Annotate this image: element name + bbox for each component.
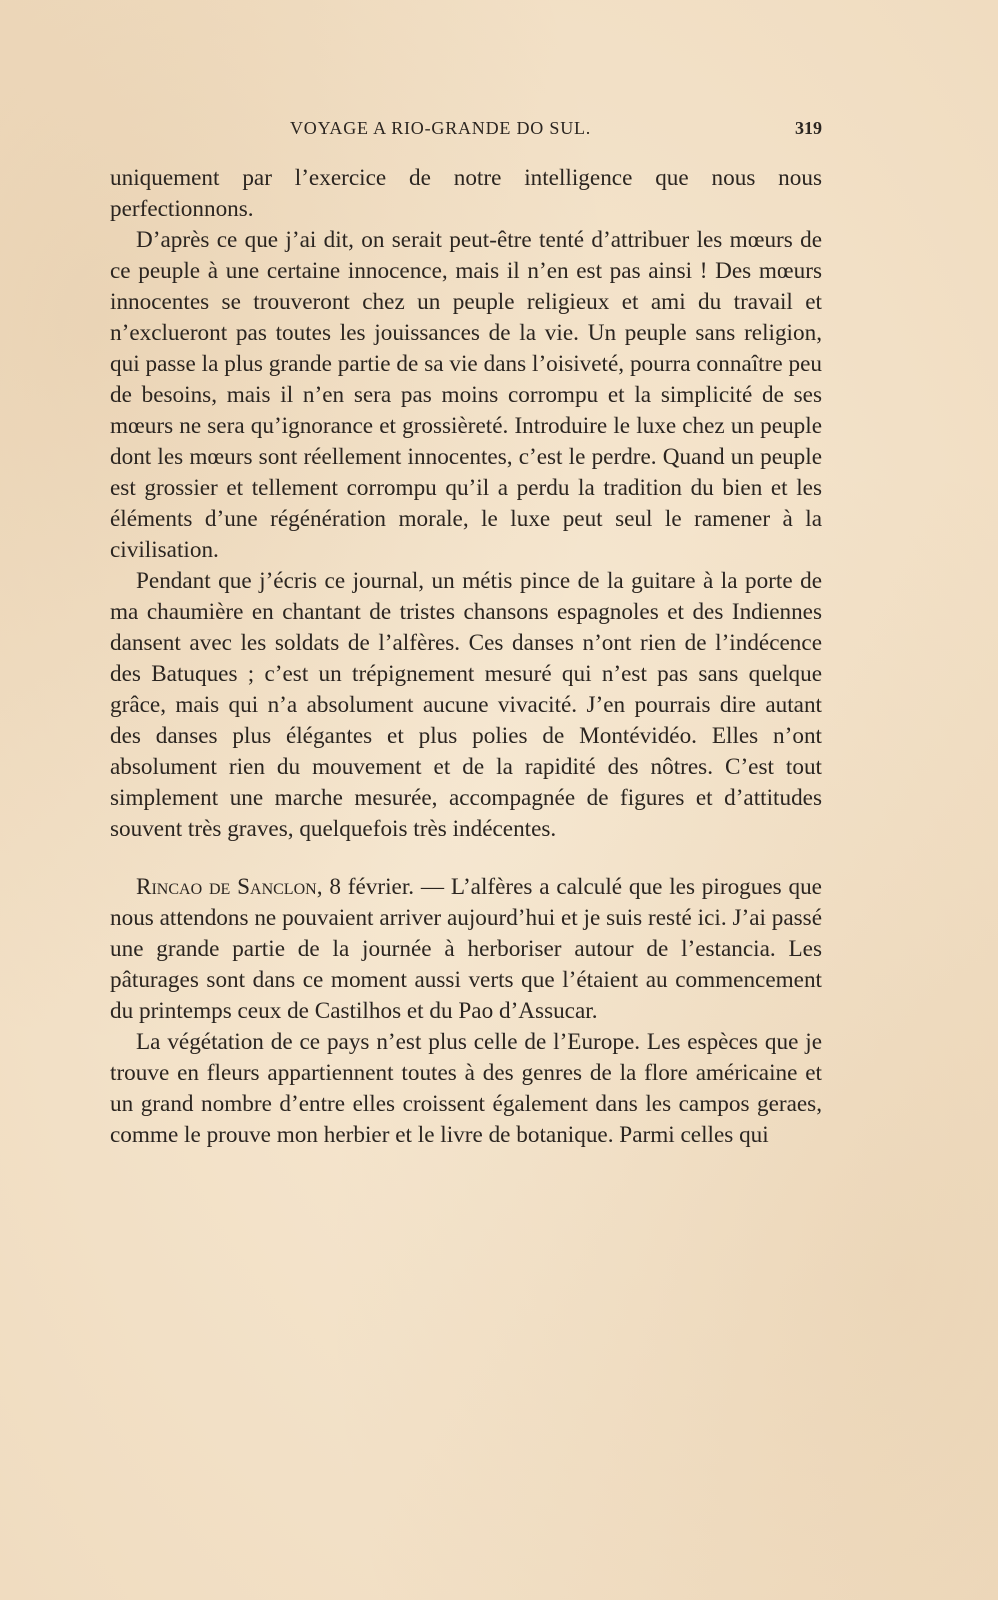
page-number: 319: [795, 118, 822, 138]
body-text: [110, 163, 822, 1151]
entry-place: Rincao de Sanclon: [136, 874, 317, 900]
paragraph-1: uniquement par l’exercice de notre intelligence que nous nous perfectionnons.: [110, 165, 822, 222]
paragraph-closing: La végétation de ce pays n’est plus celle de l’Europe. Les espèces que je trouve en fleurs appartiennent toutes à des genres de la flore américaine et un grand nombre d’entre elles croissent également dans les campos geraes, comme le prouve mon herbier et le livre de botanique. Parmi celles qui: [110, 1029, 822, 1148]
page-header: [110, 118, 822, 144]
paragraph-2: D’après ce que j’ai dit, on serait peut-être tenté d’attribuer les mœurs de ce peuple à une certaine innocence, mais il n’en est pas ainsi ! Des mœurs innocentes se trouveront chez un peuple religieux et ami du travail et n’exclueront pas toutes les jouissances de la vie. Un peuple sans religion, qui passe la plus grande partie de sa vie dans l’oisiveté, pourra connaître peu de besoins, mais il n’en sera pas moins corrompu et la simplicité de ses mœurs ne sera qu’ignorance et grossièreté. Introduire le luxe chez un peuple dont les mœurs sont réellement innocentes, c’est le perdre. Quand un peuple est grossier et tellement corrompu qu’il a perdu la tradition du bien et les éléments d’une régénération morale, le luxe peut seul le ramener à la civilisation.: [110, 227, 822, 563]
entry-date: 8 février.: [329, 874, 415, 900]
entry-date-separator: ,: [316, 874, 330, 900]
entry-text: — L’alfères a calculé que les pirogues que nous attendons ne pouvaient arriver aujourd’hui et je suis resté ici. J’ai passé une grande partie de la journée à herboriser autour de l’estancia. Les pâturages sont dans ce moment aussi verts que l’étaient au commencement du printemps ceux de Castilhos et du Pao d’Assucar.: [110, 874, 822, 1024]
paragraph-3: Pendant que j’écris ce journal, un métis pince de la guitare à la porte de ma chaumière en chantant de tristes chansons espagnoles et des Indiennes dansent avec les soldats de l’alfères. Ces danses n’ont rien de l’indécence des Batuques ; c’est un trépignement mesuré qui n’est pas sans quelque grâce, mais qui n’a absolument aucune vivacité. J’en pourrais dire autant des danses plus élégantes et plus polies de Montévidéo. Elles n’ont absolument rien du mouvement et de la rapidité des nôtres. C’est tout simplement une marche mesurée, accompagnée de figures et d’attitudes souvent très graves, quelquefois très indécentes.: [110, 568, 822, 842]
journal-entry: [110, 872, 822, 1027]
running-title: VOYAGE A RIO-GRANDE DO SUL.: [290, 118, 592, 138]
section-gap: [110, 845, 822, 872]
